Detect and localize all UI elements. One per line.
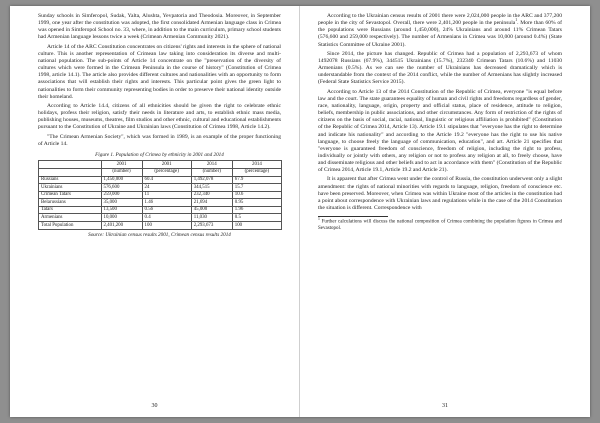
table-cell: 1.96 (232, 206, 281, 214)
figure-caption: Figure 1. Population of Crimea by ethnicity in 2001 and 2014 (95, 151, 224, 158)
paragraph: "The Crimean Armenian Society", which was formed in 1989, is an example of the proper functioning of Article 14. (38, 133, 281, 147)
table-cell: 0.95 (232, 199, 281, 207)
table-cell: 576,600 (101, 184, 142, 192)
table-cell: 232,340 (191, 191, 232, 199)
table-row (39, 191, 282, 199)
table-row (39, 222, 282, 230)
table-cell: 100 (232, 222, 281, 230)
paragraph (318, 13, 562, 49)
table-cell: 1.46 (142, 199, 191, 207)
footnote-mark: 1 (318, 217, 320, 222)
table-cell: 1,450,000 (101, 176, 142, 184)
paragraph: Sunday schools in Simferopol, Sudak, Yalta, Alushta, Yevpatoria and Theodosia. Moreover, in September 1999, one year after the constitution was adopted, the first consolidated Armenian language class in Crimea was opened in Simferopol School no. 33, where, in addition to the main curriculum, primary school students had Armenian language lessons twice a week (Crimean Armenian Community 2021). (38, 13, 281, 41)
table-header-cell (39, 168, 102, 176)
table-cell: 344,515 (191, 184, 232, 192)
table-row (39, 199, 282, 207)
table-cell: 259,000 (101, 191, 142, 199)
table-header-cell (39, 161, 102, 169)
table-cell: Ukrainians (39, 184, 102, 192)
population-table (38, 160, 282, 229)
paragraph: According to Article 14.4, citizens of all ethnicities should be given the right to celebrate ethnic holidays, profess their religion, satisfy their needs in literature and arts, to establish ethnic mass media, publishing houses, museums, theatres, film studios and other ethnic, cultural and educational establishments pursuant to the Constitution of Ukraine and Ukrainian laws (Constitution of Crimea 1998, Article 14.2). (38, 102, 281, 131)
right-page (300, 6, 590, 417)
paragraph: Since 2014, the picture has changed. Republic of Crimea had a population of 2,293,673 of whom 1492078 Russians (67.9%), 344515 Ukrainians (15.7%), 232340 Crimean Tatars (10.6%) and 11030 Armenians (0.5%). As we can see the number of Ukrainians has decreased dramatically which is understandable from the context of the 2014 conflict, while the number of Armenians has slightly increased (Federal State Statistics Service 2015). (318, 50, 562, 86)
paragraph-text: . More than 60% of the populations were Russians (around 1,450,000), 24% Ukrainians and around 11% Crimean Tatars (576,600 and 259,000 respectively). The number of Armenians in Crimea was 10,000 (around 0.4%) (State Statistics Committee of Ukraine 2001). (318, 20, 562, 48)
table-header-cell: 2014 (232, 161, 281, 169)
table-cell: 2,293,673 (191, 222, 232, 230)
table-cell: 0.56 (142, 206, 191, 214)
table-cell: 1,492,078 (191, 176, 232, 184)
table-cell: Armenians (39, 214, 102, 222)
table-row (39, 206, 282, 214)
table-row (39, 184, 282, 192)
table-cell: 24 (142, 184, 191, 192)
table-cell: 21,694 (191, 199, 232, 207)
table-header-cell: 2001 (142, 161, 191, 169)
table-cell: Tatars (39, 206, 102, 214)
footnote (318, 219, 562, 232)
table-header-cell: (number) (101, 168, 142, 176)
table-cell: 35,000 (101, 199, 142, 207)
paragraph-text: According to the Ukrainian census results of 2001 there were 2,024,000 people in the ARC and 377,200 people in the city of Sevastopol. Overall, there were 2,401,200 people in the peninsula (318, 13, 562, 27)
book-spread (10, 6, 590, 417)
table-header-cell: 2014 (191, 161, 232, 169)
footnote-reference: 1 (515, 18, 518, 23)
table-cell: Crimean Tatars (39, 191, 102, 199)
paragraph: According to Article 13 of the 2014 Constitution of the Republic of Crimea, everyone "is equal before law and the court. The state guarantees equality of human and civil rights and freedoms regardless of gender, race, nationality, language, origin, property and official status, place of residence, attitude to religion, beliefs, membership in public associations, and other circumstances. Any form of restriction of the rights of citizens on the basis of social, racial, national, linguistic or religious affiliation is prohibited" (Constitution of the Republic of Crimea 2014, Article 13). Article 19.1 stipulates that "everyone has the right to determine and indicate his nationality" and according to the Article 19.2 "everyone has the right to use his native language, to choose freely the language of communication, education", and art. Article 21 specifies that "everyone is guaranteed freedom of conscience, freedom of religion, including the right to profess, individually or jointly with others, any religion or not to profess any religion at all, to freely choose, have and disseminate religious and other beliefs and to act in accordance with them" (Constitution of the Republic of Crimea 2014, Article 19.1, Article 19.2 and Article 21). (318, 88, 562, 174)
table-cell: 0.5 (232, 214, 281, 222)
table-header-cell: (number) (191, 168, 232, 176)
page-number: 30 (151, 403, 158, 409)
table-cell: 60.4 (142, 176, 191, 184)
footnote-divider (318, 216, 388, 217)
left-page (10, 6, 300, 417)
table-cell: 11 (142, 191, 191, 199)
table-cell: 2,401,200 (101, 222, 142, 230)
table-row (39, 214, 282, 222)
table-cell: 15.7 (232, 184, 281, 192)
table-cell: 0.4 (142, 214, 191, 222)
table-cell: Belarussians (39, 199, 102, 207)
table-header-row (39, 168, 282, 176)
paragraph: It is apparent that after Crimea went under the control of Russia, the constitution underwent only a slight amendment: the rights of national minorities with regards to language, religion, freedom of conscience etc. have been preserved. Moreover, when Crimea was within Ukraine most of the articles in the constitution had a point about correspondence with Ukrainian laws and regulations while in the case of the 2014 Constitution the situation is different. Correspondence with (318, 176, 562, 212)
footnote-text: Further calculations will discuss the national composition of Crimea combining the population figures in Crimea and Sevastopol. (318, 219, 563, 232)
table-cell: 45,000 (191, 206, 232, 214)
table-cell: 67.9 (232, 176, 281, 184)
table-cell: 11,030 (191, 214, 232, 222)
table-source: Source: Ukrainian census results 2001, Crimean census results 2014 (88, 231, 231, 238)
table-cell: 10.6 (232, 191, 281, 199)
table-cell: 100 (142, 222, 191, 230)
table-header-cell: (percentage) (232, 168, 281, 176)
paragraph: Article 14 of the ARC Constitution concentrates on citizens' rights and interests in the sphere of national culture. This is another representation of Crimean law taking into consideration its diverse and multi-national population. The sub-points of Article 14 concentrate on the "preservation of the diversity of cultures which were formed in the Crimean Peninsula in the course of history" (Constitution of Crimea 1998, article 14.1). The article also provides different cultures and nationalities with an opportunity to form associations that will establish their rights and interests. This particular point gives the green light to nationalities to form their community representing bodies in order to preserve their national identity outside their homeland. (38, 43, 281, 100)
table-header-cell: (percentage) (142, 168, 191, 176)
table-header-row (39, 161, 282, 169)
table-row (39, 176, 282, 184)
table-cell: 10,000 (101, 214, 142, 222)
table-cell: 13,500 (101, 206, 142, 214)
table-cell: Russians (39, 176, 102, 184)
table-cell: Total Population (39, 222, 102, 230)
table-header-cell: 2001 (101, 161, 142, 169)
page-number: 31 (442, 403, 448, 409)
